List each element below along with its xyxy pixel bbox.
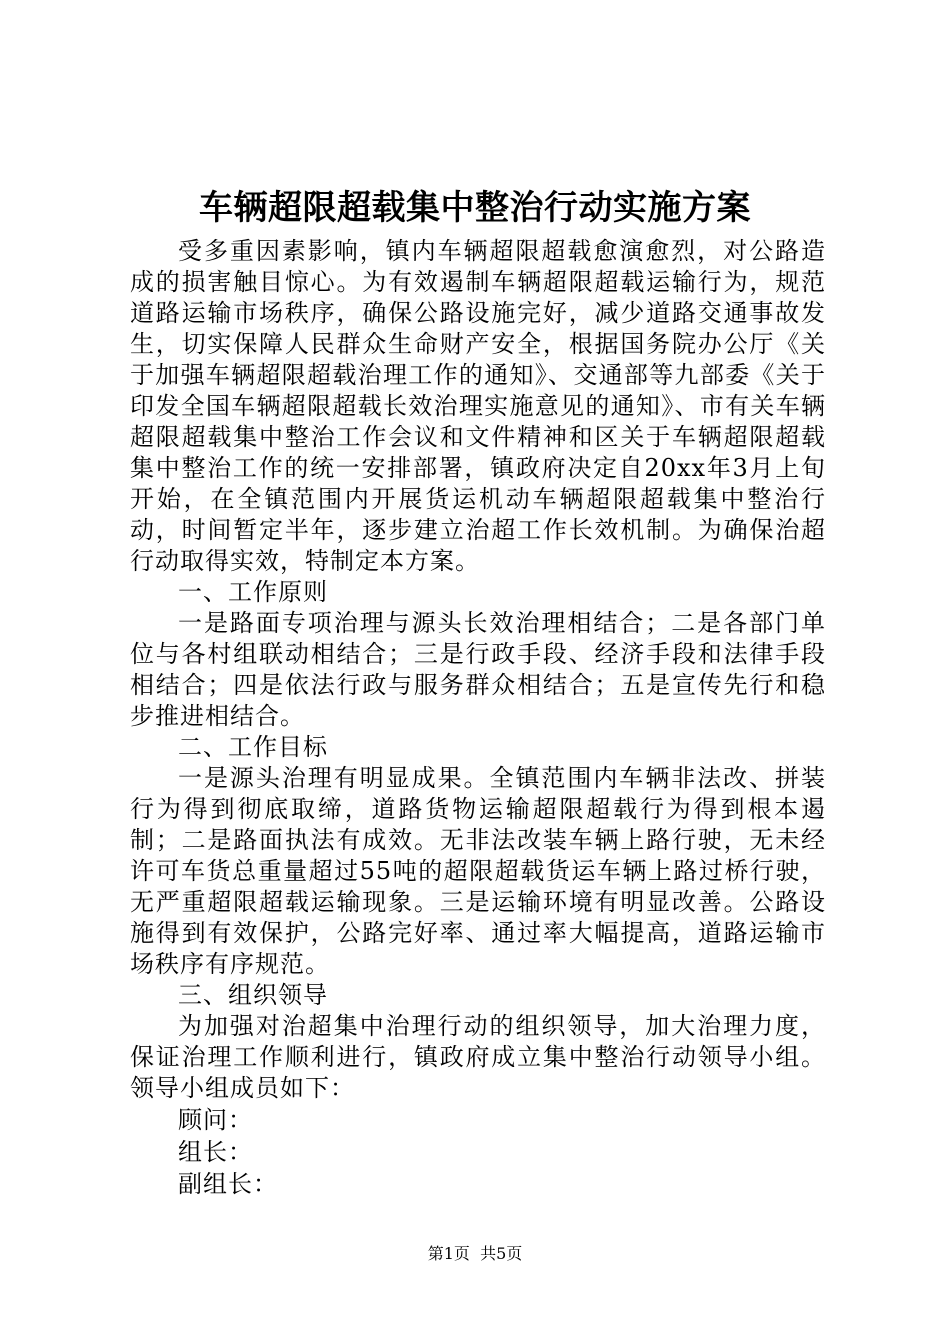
section-text-organization: 为加强对治超集中治理行动的组织领导，加大治理力度，保证治理工作顺利进行，镇政府成立集中整治行动领导小组。领导小组成员如下： [130, 1012, 826, 1102]
section-text-principles: 一是路面专项治理与源头长效治理相结合；二是各部门单位与各村组联动相结合；三是行政手段、经济手段和法律手段相结合；四是依法行政与服务群众相结合；五是宣传先行和稳步推进相结合。 [130, 609, 826, 730]
section-heading-goals: 二、工作目标 [178, 733, 328, 761]
role-deputy-leader: 副组长： [178, 1170, 278, 1198]
section-heading-principles: 一、工作原则 [178, 578, 328, 606]
intro-paragraph: 受多重因素影响，镇内车辆超限超载愈演愈烈，对公路造成的损害触目惊心。为有效遏制车辆超限超载运输行为，规范道路运输市场秩序，确保公路设施完好，减少道路交通事故发生，切实保障人民群众生命财产安全，根据国务院办公厅《关于加强车辆超限超载治理工作的通知》、交通部等九部委《关于印发全国车辆超限超载长效治理实施意见的通知》、市有关车辆超限超载集中整治工作会议和文件精神和区关于车辆超限超载集中整治工作的统一安排部署，镇政府决定自20xx年3月上旬开始，在全镇范围内开展货运机动车辆超限超载集中整治行动，时间暂定半年，逐步建立治超工作长效机制。为确保治超行动取得实效，特制定本方案。 [130, 237, 826, 575]
page-number: 第1页 [427, 1244, 470, 1263]
section-heading-organization: 三、组织领导 [178, 981, 328, 1009]
footer-separator [470, 1244, 480, 1263]
role-leader: 组长： [178, 1138, 253, 1166]
section-text-goals: 一是源头治理有明显成果。全镇范围内车辆非法改、拼装行为得到彻底取缔，道路货物运输超限超载行为得到根本遏制；二是路面执法有成效。无非法改装车辆上路行驶，无未经许可车货总重量超过55吨的超限超载货运车辆上路过桥行驶，无严重超限超载运输现象。三是运输环境有明显改善。公路设施得到有效保护，公路完好率、通过率大幅提高，道路运输市场秩序有序规范。 [130, 764, 826, 978]
page-total: 共5页 [480, 1244, 523, 1263]
role-advisor: 顾问： [178, 1106, 253, 1134]
page-footer [0, 1243, 950, 1265]
document-title: 车辆超限超载集中整治行动实施方案 [199, 188, 751, 228]
document-body [130, 236, 826, 1200]
